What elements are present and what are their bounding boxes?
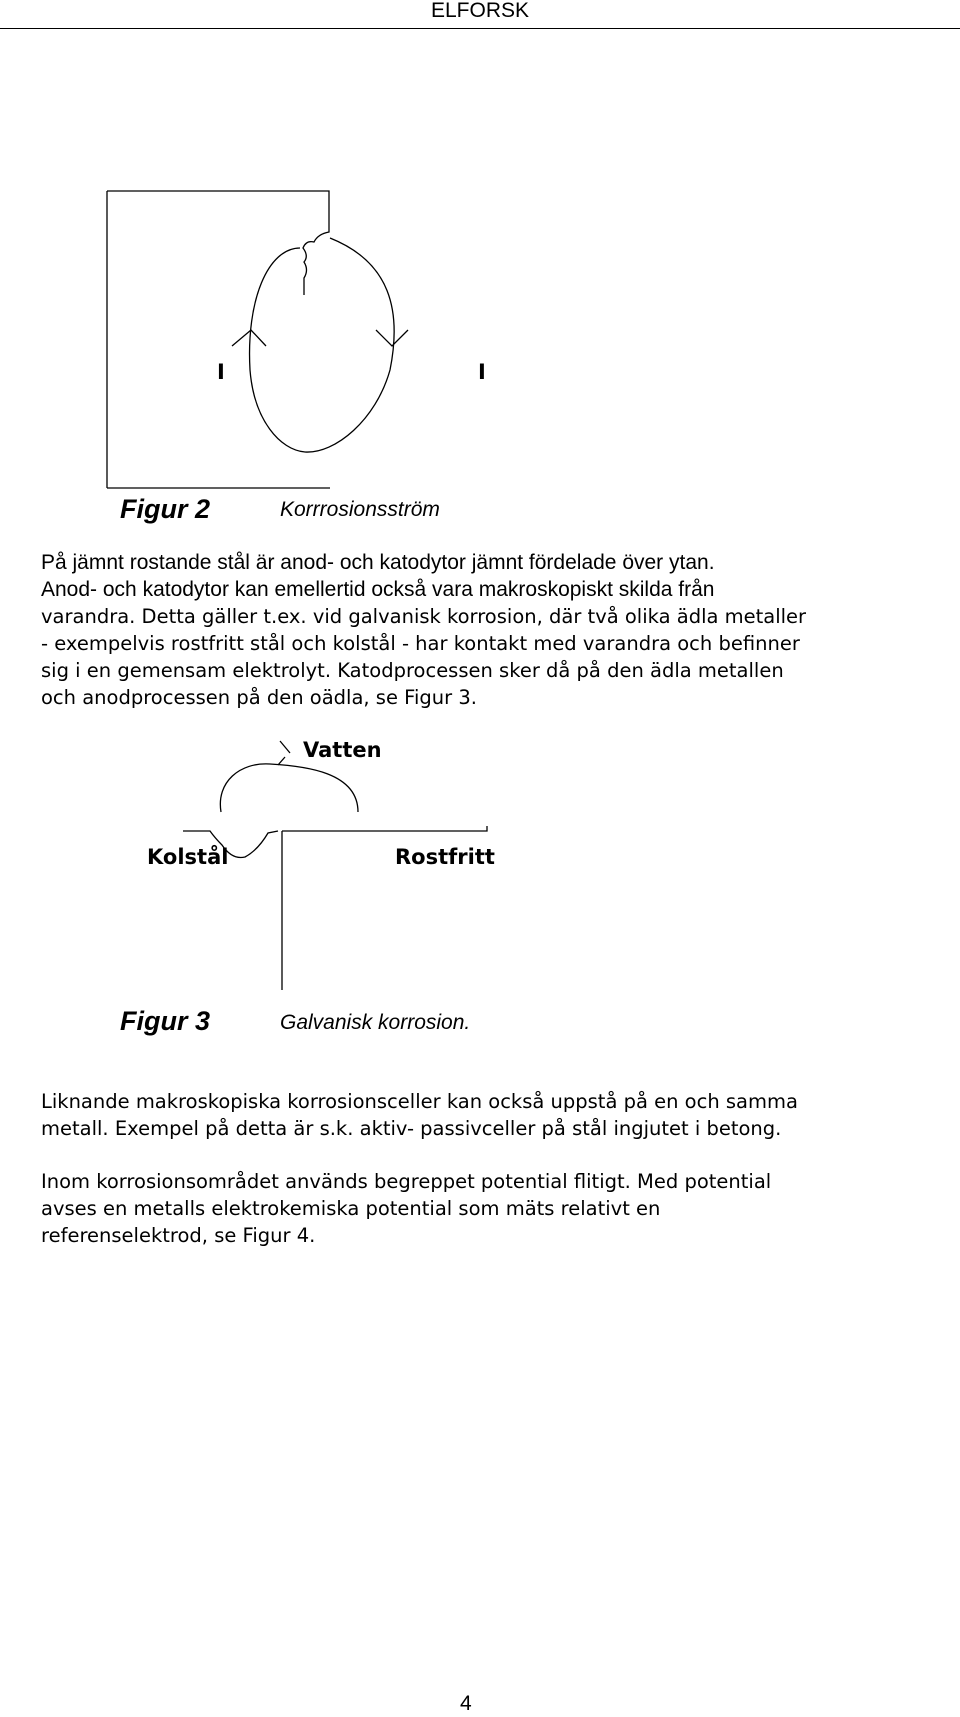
text-line: På jämnt rostande stål är anod- och katodytor jämnt fördelade över ytan. (41, 551, 715, 574)
fig3-water-tick (280, 741, 290, 753)
paragraph-macro-cells (41, 1088, 941, 1142)
text-line: Liknande makroskopiska korrosionsceller kan också uppstå på en och samma (41, 1090, 798, 1113)
fig2-current-label-left: I (217, 360, 225, 384)
figure-2-label: Figur 2 (120, 494, 211, 524)
fig3-current-arc (220, 764, 358, 812)
page-number: 4 (460, 1692, 472, 1715)
fig3-stainless-surface (282, 826, 487, 831)
text-line: metall. Exempel på detta är s.k. aktiv- passivceller på stål ingjutet i betong. (41, 1117, 782, 1140)
text-line: varandra. Detta gäller t.ex. vid galvanisk korrosion, där två olika ädla metaller (41, 605, 807, 628)
fig3-stainless-label: Rostfritt (395, 845, 495, 869)
fig3-carbon-steel-label: Kolstål (147, 845, 229, 869)
text-line: avses en metalls elektrokemiska potential som mäts relativt en (41, 1197, 661, 1220)
text-line: Inom korrosionsområdet används begreppet potential flitigt. Med potential (41, 1170, 772, 1193)
text-line: och anodprocessen på den oädla, se Figur 3. (41, 686, 477, 709)
fig2-current-label-right: I (478, 360, 486, 384)
text-line: Anod- och katodytor kan emellertid också vara makroskopiskt skilda från (41, 578, 715, 601)
text-line: referenselektrod, se Figur 4. (41, 1224, 316, 1247)
fig3-water-label: Vatten (303, 738, 382, 762)
text-line: - exempelvis rostfritt stål och kolstål - har kontakt med varandra och befinner (41, 632, 800, 655)
header-title: ELFORSK (430, 0, 530, 22)
fig3-water-tick-lower (278, 757, 285, 765)
figure-2-caption: Korrrosionsström (280, 498, 440, 521)
figure-3-caption: Galvanisk korrosion. (280, 1011, 471, 1034)
text-line: sig i en gemensam elektrolyt. Katodprocessen sker då på den ädla metallen (41, 659, 784, 682)
figure-3-label: Figur 3 (120, 1006, 211, 1036)
paragraph-potential (41, 1168, 941, 1249)
